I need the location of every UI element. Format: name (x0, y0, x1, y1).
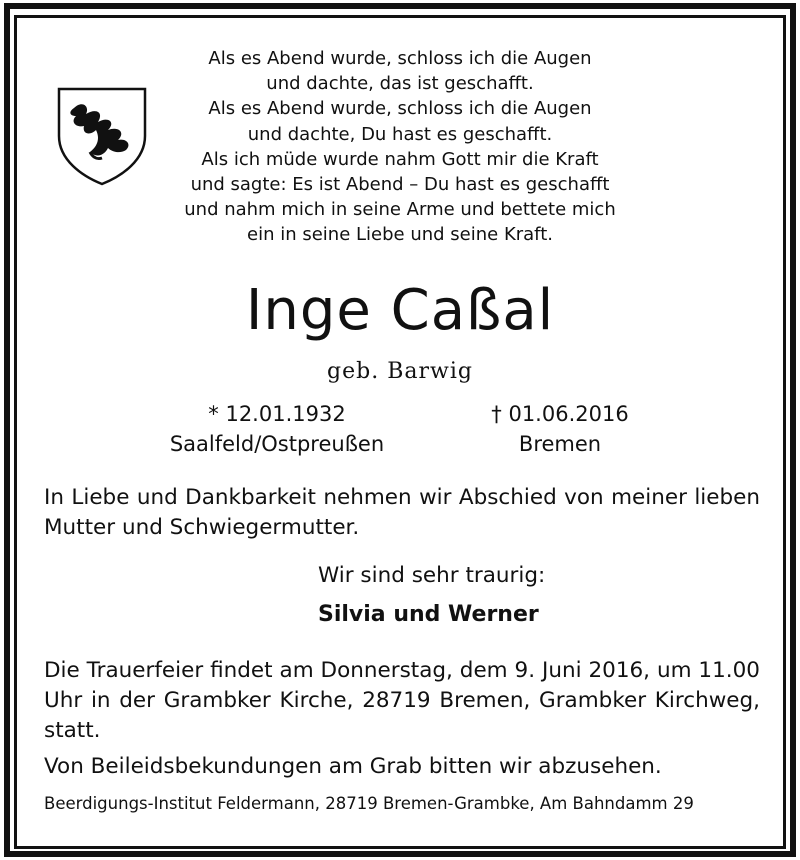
poem-line: Als es Abend wurde, schloss ich die Augen (208, 48, 592, 69)
signers: Silvia und Werner (318, 602, 539, 627)
birth-place: Saalfeld/Ostpreußen (169, 432, 385, 456)
poem-line: und nahm mich in seine Arme und bettete mich (184, 199, 616, 221)
death-place: Bremen (518, 432, 602, 456)
birth-info (127, 399, 427, 459)
farewell-text: In Liebe und Dankbarkeit nehmen wir Abschied von meiner lieben Mutter und Schwiegermutter. (44, 485, 760, 540)
deer-antler-shield-icon (56, 86, 148, 186)
death-info (410, 399, 710, 459)
service-text: Die Trauerfeier findet am Donnerstag, dem 9. Juni 2016, um 11.00 Uhr in der Grambker Kirche, 28719 Bremen, Grambker Kirchweg, statt. (44, 658, 760, 743)
poem (150, 46, 650, 248)
poem-line: ein in seine Liebe und seine Kraft. (247, 224, 553, 246)
poem-line: und dachte, Du hast es geschafft. (247, 123, 553, 145)
condolences-text: Von Beileidsbekundungen am Grab bitten wir abzusehen. (44, 754, 662, 779)
deceased-name: Inge Caßal (245, 278, 555, 343)
birth-date: * 12.01.1932 (208, 402, 346, 426)
poem-line: Als ich müde wurde nahm Gott mir die Kraft (201, 148, 599, 170)
mourning-text: Wir sind sehr traurig: (318, 563, 546, 588)
maiden-name: geb. Barwig (327, 359, 473, 384)
poem-line: und sagte: Es ist Abend – Du hast es geschafft (190, 174, 610, 196)
poem-line: Als es Abend wurde, schloss ich die Augen (208, 98, 592, 120)
undertaker-line: Beerdigungs-Institut Feldermann, 28719 Bremen-Grambke, Am Bahndamm 29 (44, 794, 694, 813)
death-date: † 01.06.2016 (491, 402, 629, 426)
poem-line: und dachte, das ist geschafft. (266, 73, 534, 95)
